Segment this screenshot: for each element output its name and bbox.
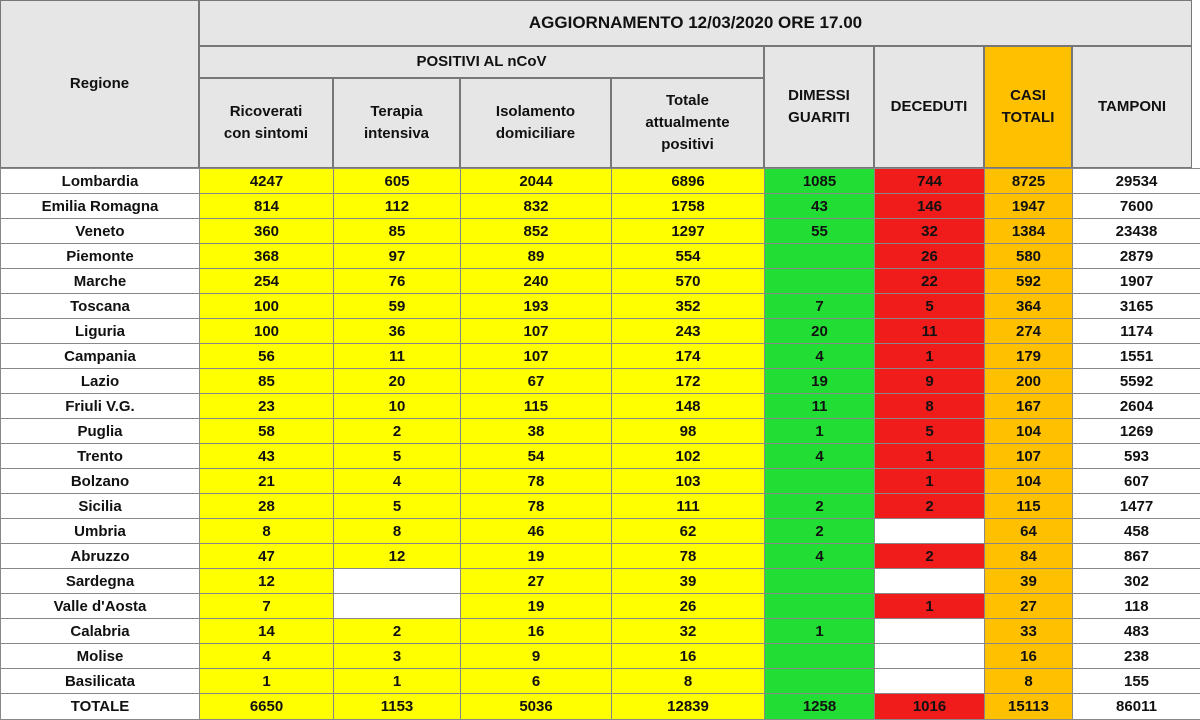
totale-positivi-cell: 6896 (612, 169, 765, 194)
ricoverati-cell: 12 (200, 569, 334, 594)
isolamento-cell: 5036 (461, 694, 612, 720)
region-cell: Sardegna (1, 569, 200, 594)
isolamento-cell: 19 (461, 544, 612, 569)
totale-positivi-cell: 174 (612, 344, 765, 369)
tamponi-cell: 483 (1073, 619, 1200, 644)
totale-positivi-cell: 12839 (612, 694, 765, 720)
terapia-cell: 1153 (334, 694, 461, 720)
regione-label: Regione (69, 75, 130, 92)
region-cell: Toscana (1, 294, 200, 319)
totale-positivi-cell: 172 (612, 369, 765, 394)
table-row (1, 619, 1200, 644)
tamponi-cell: 607 (1073, 469, 1200, 494)
casi-totali-cell: 167 (985, 394, 1073, 419)
isolamento-cell: 6 (461, 669, 612, 694)
deceduti-cell: 744 (875, 169, 985, 194)
header-terapia (333, 78, 460, 168)
totale-positivi-cell: 98 (612, 419, 765, 444)
dimessi-cell: 4 (765, 444, 875, 469)
ricoverati-cell: 814 (200, 194, 334, 219)
table-row (1, 194, 1200, 219)
terapia-cell: 36 (334, 319, 461, 344)
ricoverati-cell: 100 (200, 319, 334, 344)
terapia-cell: 8 (334, 519, 461, 544)
tamponi-cell: 593 (1073, 444, 1200, 469)
totale-positivi-cell: 102 (612, 444, 765, 469)
deceduti-cell: 11 (875, 319, 985, 344)
table-row (1, 444, 1200, 469)
terapia-cell: 605 (334, 169, 461, 194)
ricoverati-cell: 85 (200, 369, 334, 394)
tamponi-cell: 238 (1073, 644, 1200, 669)
table-row (1, 269, 1200, 294)
dimessi-cell (765, 269, 875, 294)
ricoverati-cell: 6650 (200, 694, 334, 720)
dimessi-cell (765, 569, 875, 594)
totale-positivi-cell: 39 (612, 569, 765, 594)
casi-line-2: TOTALI (1001, 109, 1055, 126)
region-cell: Friuli V.G. (1, 394, 200, 419)
total-row (1, 694, 1200, 720)
region-cell: Veneto (1, 219, 200, 244)
terapia-cell: 4 (334, 469, 461, 494)
tamponi-cell: 867 (1073, 544, 1200, 569)
ricoverati-cell: 8 (200, 519, 334, 544)
casi-totali-cell: 15113 (985, 694, 1073, 720)
totale-positivi-cell: 570 (612, 269, 765, 294)
dimessi-cell: 20 (765, 319, 875, 344)
isolamento-cell: 2044 (461, 169, 612, 194)
tamponi-cell: 1477 (1073, 494, 1200, 519)
dimessi-cell: 55 (765, 219, 875, 244)
dimessi-cell: 2 (765, 519, 875, 544)
region-cell: Molise (1, 644, 200, 669)
casi-totali-cell: 16 (985, 644, 1073, 669)
ricoverati-line-2: con sintomi (223, 125, 309, 142)
table-row (1, 394, 1200, 419)
region-cell: Sicilia (1, 494, 200, 519)
terapia-cell: 2 (334, 419, 461, 444)
region-cell: Puglia (1, 419, 200, 444)
isolamento-cell: 107 (461, 344, 612, 369)
terapia-cell: 20 (334, 369, 461, 394)
region-cell: Lombardia (1, 169, 200, 194)
header-tamponi (1072, 46, 1192, 168)
region-cell: Emilia Romagna (1, 194, 200, 219)
totale-positivi-cell: 62 (612, 519, 765, 544)
totale-positivi-cell: 78 (612, 544, 765, 569)
tamponi-cell: 5592 (1073, 369, 1200, 394)
header-isolamento (460, 78, 611, 168)
tamponi-cell: 29534 (1073, 169, 1200, 194)
ricoverati-cell: 56 (200, 344, 334, 369)
terapia-cell: 11 (334, 344, 461, 369)
totale-line-2: attualmente (645, 114, 730, 132)
dimessi-cell: 1 (765, 619, 875, 644)
casi-totali-cell: 107 (985, 444, 1073, 469)
ricoverati-cell: 360 (200, 219, 334, 244)
terapia-line-2: intensiva (363, 125, 430, 142)
terapia-cell: 10 (334, 394, 461, 419)
dimessi-cell (765, 244, 875, 269)
dimessi-cell: 11 (765, 394, 875, 419)
ricoverati-cell: 47 (200, 544, 334, 569)
region-cell: Trento (1, 444, 200, 469)
region-cell: TOTALE (1, 694, 200, 720)
ricoverati-cell: 368 (200, 244, 334, 269)
region-cell: Campania (1, 344, 200, 369)
tamponi-cell: 86011 (1073, 694, 1200, 720)
table-row (1, 319, 1200, 344)
terapia-line-1: Terapia (370, 103, 423, 121)
terapia-cell: 1 (334, 669, 461, 694)
dimessi-cell: 4 (765, 344, 875, 369)
totale-positivi-cell: 148 (612, 394, 765, 419)
region-cell: Abruzzo (1, 544, 200, 569)
tamponi-cell: 155 (1073, 669, 1200, 694)
totale-positivi-cell: 32 (612, 619, 765, 644)
ricoverati-cell: 4 (200, 644, 334, 669)
totale-positivi-cell: 1758 (612, 194, 765, 219)
casi-totali-cell: 200 (985, 369, 1073, 394)
terapia-cell: 97 (334, 244, 461, 269)
deceduti-cell (875, 644, 985, 669)
casi-totali-cell: 179 (985, 344, 1073, 369)
region-cell: Basilicata (1, 669, 200, 694)
table-row (1, 169, 1200, 194)
totale-positivi-cell: 554 (612, 244, 765, 269)
ricoverati-cell: 21 (200, 469, 334, 494)
isolamento-cell: 115 (461, 394, 612, 419)
ricoverati-cell: 7 (200, 594, 334, 619)
dimessi-cell: 4 (765, 544, 875, 569)
ricoverati-cell: 14 (200, 619, 334, 644)
tamponi-cell: 23438 (1073, 219, 1200, 244)
region-cell: Umbria (1, 519, 200, 544)
isolamento-cell: 19 (461, 594, 612, 619)
casi-totali-cell: 33 (985, 619, 1073, 644)
table-row (1, 644, 1200, 669)
table-row (1, 419, 1200, 444)
terapia-cell: 12 (334, 544, 461, 569)
deceduti-cell: 146 (875, 194, 985, 219)
tamponi-cell: 3165 (1073, 294, 1200, 319)
isolamento-cell: 67 (461, 369, 612, 394)
positivi-label: POSITIVI AL nCoV (416, 53, 547, 71)
totale-positivi-cell: 103 (612, 469, 765, 494)
isolamento-cell: 107 (461, 319, 612, 344)
casi-totali-cell: 27 (985, 594, 1073, 619)
isolamento-cell: 16 (461, 619, 612, 644)
table-row (1, 219, 1200, 244)
dimessi-cell (765, 644, 875, 669)
dimessi-cell (765, 594, 875, 619)
totale-line-1: Totale (665, 92, 710, 110)
header-ricoverati (199, 78, 333, 168)
tamponi-label: TAMPONI (1097, 98, 1167, 116)
ricoverati-cell: 1 (200, 669, 334, 694)
header-title (199, 0, 1192, 46)
table-row (1, 494, 1200, 519)
tamponi-cell: 2604 (1073, 394, 1200, 419)
header-casi-totali (984, 46, 1072, 168)
table-row (1, 544, 1200, 569)
isolamento-cell: 832 (461, 194, 612, 219)
table-row (1, 669, 1200, 694)
table-body (1, 169, 1200, 720)
isolamento-cell: 38 (461, 419, 612, 444)
casi-totali-cell: 580 (985, 244, 1073, 269)
region-cell: Piemonte (1, 244, 200, 269)
isolamento-cell: 193 (461, 294, 612, 319)
deceduti-cell: 26 (875, 244, 985, 269)
tamponi-cell: 1174 (1073, 319, 1200, 344)
region-cell: Liguria (1, 319, 200, 344)
casi-totali-cell: 364 (985, 294, 1073, 319)
deceduti-cell (875, 519, 985, 544)
tamponi-cell: 302 (1073, 569, 1200, 594)
isolamento-line-1: Isolamento (495, 103, 576, 121)
casi-totali-cell: 1947 (985, 194, 1073, 219)
terapia-cell: 5 (334, 444, 461, 469)
table-row (1, 369, 1200, 394)
tamponi-cell: 458 (1073, 519, 1200, 544)
deceduti-cell: 5 (875, 294, 985, 319)
casi-totali-cell: 274 (985, 319, 1073, 344)
tamponi-cell: 1269 (1073, 419, 1200, 444)
region-cell: Lazio (1, 369, 200, 394)
dimessi-cell: 43 (765, 194, 875, 219)
totale-positivi-cell: 352 (612, 294, 765, 319)
casi-totali-cell: 1384 (985, 219, 1073, 244)
region-cell: Marche (1, 269, 200, 294)
casi-totali-cell: 592 (985, 269, 1073, 294)
deceduti-cell (875, 619, 985, 644)
casi-totali-cell: 8725 (985, 169, 1073, 194)
header-positivi-group (199, 46, 764, 78)
dimessi-cell: 1085 (765, 169, 875, 194)
isolamento-cell: 9 (461, 644, 612, 669)
deceduti-cell: 9 (875, 369, 985, 394)
deceduti-cell: 2 (875, 494, 985, 519)
terapia-cell (334, 594, 461, 619)
casi-totali-cell: 64 (985, 519, 1073, 544)
casi-totali-cell: 8 (985, 669, 1073, 694)
deceduti-cell: 2 (875, 544, 985, 569)
dimessi-cell: 19 (765, 369, 875, 394)
table-row (1, 244, 1200, 269)
terapia-cell: 3 (334, 644, 461, 669)
isolamento-cell: 89 (461, 244, 612, 269)
deceduti-cell: 22 (875, 269, 985, 294)
isolamento-cell: 78 (461, 469, 612, 494)
isolamento-line-2: domiciliare (495, 125, 576, 142)
terapia-cell: 59 (334, 294, 461, 319)
casi-totali-cell: 84 (985, 544, 1073, 569)
dimessi-cell: 7 (765, 294, 875, 319)
isolamento-cell: 240 (461, 269, 612, 294)
totale-positivi-cell: 111 (612, 494, 765, 519)
tamponi-cell: 1551 (1073, 344, 1200, 369)
deceduti-cell: 1 (875, 594, 985, 619)
totale-positivi-cell: 16 (612, 644, 765, 669)
casi-totali-cell: 104 (985, 419, 1073, 444)
casi-totali-cell: 104 (985, 469, 1073, 494)
dimessi-line-2: GUARITI (788, 109, 850, 126)
casi-line-1: CASI (1010, 87, 1046, 105)
header-regione (0, 0, 199, 168)
ricoverati-cell: 23 (200, 394, 334, 419)
terapia-cell: 5 (334, 494, 461, 519)
header-dimessi (764, 46, 874, 168)
dimessi-cell: 1 (765, 419, 875, 444)
dimessi-cell: 1258 (765, 694, 875, 720)
deceduti-cell (875, 569, 985, 594)
region-cell: Valle d'Aosta (1, 594, 200, 619)
totale-positivi-cell: 26 (612, 594, 765, 619)
dimessi-cell: 2 (765, 494, 875, 519)
terapia-cell: 85 (334, 219, 461, 244)
header-totale (611, 78, 764, 168)
isolamento-cell: 27 (461, 569, 612, 594)
isolamento-cell: 46 (461, 519, 612, 544)
data-table (0, 168, 1200, 720)
terapia-cell (334, 569, 461, 594)
table-row (1, 344, 1200, 369)
table-row (1, 294, 1200, 319)
ricoverati-cell: 58 (200, 419, 334, 444)
deceduti-cell: 1 (875, 344, 985, 369)
totale-positivi-cell: 243 (612, 319, 765, 344)
terapia-cell: 2 (334, 619, 461, 644)
tamponi-cell: 118 (1073, 594, 1200, 619)
deceduti-cell: 1 (875, 469, 985, 494)
ricoverati-cell: 4247 (200, 169, 334, 194)
table-row (1, 569, 1200, 594)
dimessi-cell (765, 469, 875, 494)
terapia-cell: 112 (334, 194, 461, 219)
dimessi-line-1: DIMESSI (788, 87, 850, 105)
terapia-cell: 76 (334, 269, 461, 294)
region-cell: Calabria (1, 619, 200, 644)
ricoverati-line-1: Ricoverati (229, 103, 303, 121)
isolamento-cell: 54 (461, 444, 612, 469)
deceduti-cell: 1016 (875, 694, 985, 720)
tamponi-cell: 7600 (1073, 194, 1200, 219)
region-cell: Bolzano (1, 469, 200, 494)
ricoverati-cell: 43 (200, 444, 334, 469)
dimessi-cell (765, 669, 875, 694)
deceduti-cell: 5 (875, 419, 985, 444)
isolamento-cell: 78 (461, 494, 612, 519)
table-row (1, 469, 1200, 494)
header-deceduti (874, 46, 984, 168)
isolamento-cell: 852 (461, 219, 612, 244)
deceduti-cell: 32 (875, 219, 985, 244)
table-row (1, 594, 1200, 619)
deceduti-label: DECEDUTI (890, 98, 968, 116)
tamponi-cell: 1907 (1073, 269, 1200, 294)
ricoverati-cell: 100 (200, 294, 334, 319)
deceduti-cell: 1 (875, 444, 985, 469)
totale-positivi-cell: 1297 (612, 219, 765, 244)
tamponi-cell: 2879 (1073, 244, 1200, 269)
ricoverati-cell: 254 (200, 269, 334, 294)
title-text: AGGIORNAMENTO 12/03/2020 ORE 17.00 (528, 12, 863, 32)
casi-totali-cell: 115 (985, 494, 1073, 519)
casi-totali-cell: 39 (985, 569, 1073, 594)
totale-line-3: positivi (661, 135, 714, 153)
deceduti-cell (875, 669, 985, 694)
deceduti-cell: 8 (875, 394, 985, 419)
table-row (1, 519, 1200, 544)
ricoverati-cell: 28 (200, 494, 334, 519)
totale-positivi-cell: 8 (612, 669, 765, 694)
